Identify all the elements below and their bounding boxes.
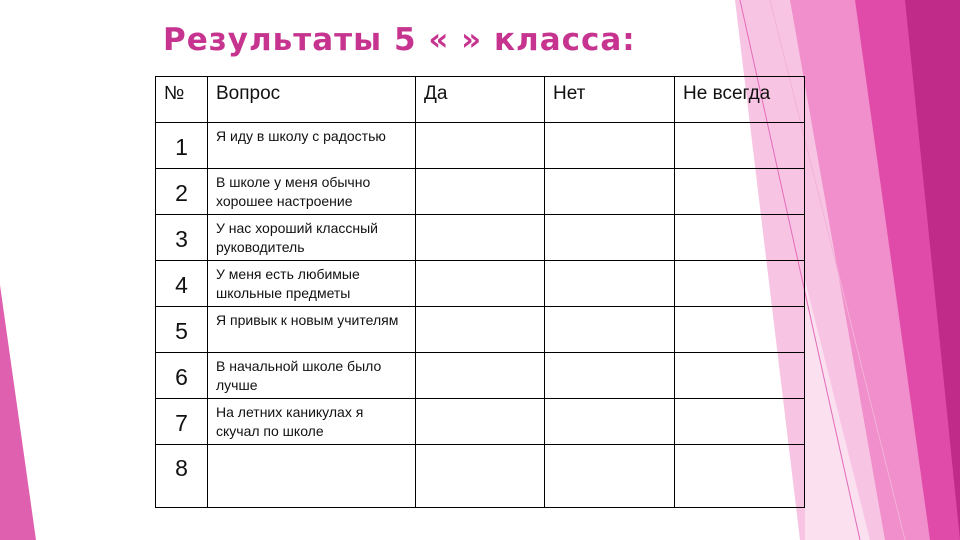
cell-yes (416, 215, 545, 261)
survey-table (155, 76, 805, 508)
cell-yes (416, 123, 545, 169)
cell-not-always (675, 169, 805, 215)
row-number: 1 (156, 123, 208, 169)
table-row (156, 399, 805, 445)
cell-yes (416, 307, 545, 353)
table-row (156, 353, 805, 399)
slide-title: Результаты 5 « » класса: (163, 22, 636, 58)
header-not-always: Не всегда (675, 77, 805, 123)
row-question: У нас хороший классный руководитель (208, 215, 416, 261)
cell-not-always (675, 399, 805, 445)
row-number: 5 (156, 307, 208, 353)
cell-not-always (675, 261, 805, 307)
row-question: В школе у меня обычно хорошее настроение (208, 169, 416, 215)
cell-not-always (675, 307, 805, 353)
header-no: Нет (545, 77, 675, 123)
row-question: Я привык к новым учителям (208, 307, 416, 353)
row-number: 4 (156, 261, 208, 307)
table-row (156, 169, 805, 215)
cell-no (545, 399, 675, 445)
cell-no (545, 215, 675, 261)
cell-no (545, 123, 675, 169)
table-row (156, 123, 805, 169)
cell-no (545, 261, 675, 307)
row-number: 3 (156, 215, 208, 261)
row-question: Я иду в школу с радостью (208, 123, 416, 169)
row-number: 7 (156, 399, 208, 445)
row-question: На летних каникулах я скучал по школе (208, 399, 416, 445)
cell-not-always (675, 445, 805, 508)
cell-not-always (675, 353, 805, 399)
header-yes: Да (416, 77, 545, 123)
header-number: № (156, 77, 208, 123)
cell-yes (416, 261, 545, 307)
cell-no (545, 445, 675, 508)
cell-no (545, 307, 675, 353)
cell-no (545, 353, 675, 399)
row-number: 8 (156, 445, 208, 508)
table-header-row (156, 77, 805, 123)
table-row (156, 307, 805, 353)
row-number: 2 (156, 169, 208, 215)
cell-yes (416, 169, 545, 215)
cell-no (545, 169, 675, 215)
cell-yes (416, 353, 545, 399)
row-number: 6 (156, 353, 208, 399)
cell-yes (416, 399, 545, 445)
table-row (156, 261, 805, 307)
table-row (156, 215, 805, 261)
table-row (156, 445, 805, 508)
cell-not-always (675, 215, 805, 261)
cell-not-always (675, 123, 805, 169)
header-question: Вопрос (208, 77, 416, 123)
row-question: В начальной школе было лучше (208, 353, 416, 399)
row-question (208, 445, 416, 508)
cell-yes (416, 445, 545, 508)
row-question: У меня есть любимые школьные предметы (208, 261, 416, 307)
deco-left-triangle (0, 285, 36, 540)
